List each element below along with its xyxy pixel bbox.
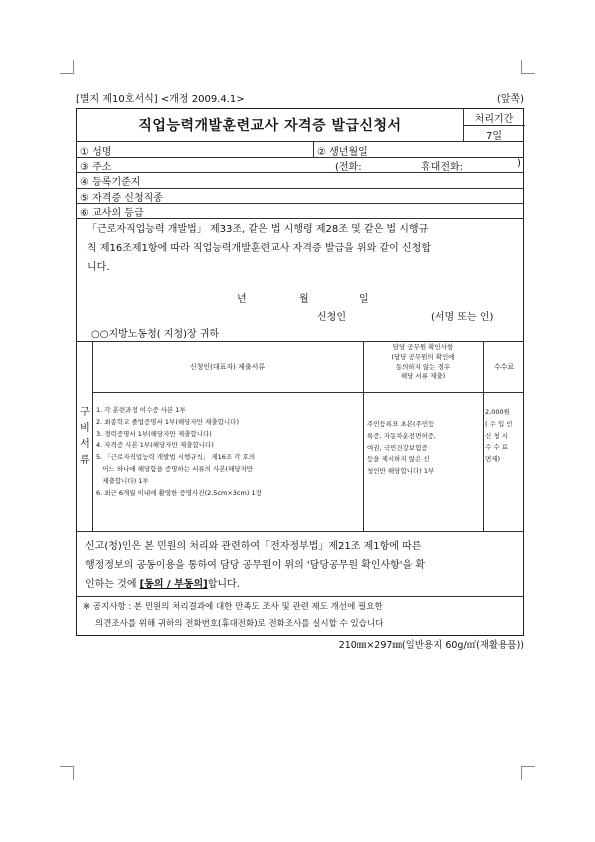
statement-line-3: 니다. <box>87 262 110 273</box>
applied-type-field[interactable]: ⑤ 자격증 신청직종 <box>80 193 163 204</box>
teacher-grade-field[interactable]: ⑥ 교사의 등급 <box>80 208 144 219</box>
document-item: 1. 각 훈련과정 이수증 사본 1부 <box>96 406 186 414</box>
document-item: 어느 하나에 해당함을 증명하는 서류의 사본(해당자만 <box>96 464 254 473</box>
phone-close: ) <box>517 158 521 169</box>
notice-line-1: ※ 공지사항 : 본 민원의 처리결과에 대한 만족도 조사 및 관련 제도 개선에 필요한 <box>83 602 383 612</box>
consent-line-2: 행정정보의 공동이용을 통하여 담당 공무원이 위의 '담당공무원 확인사항'을 확 <box>85 560 426 571</box>
official-check-header <box>363 343 483 382</box>
statement-line-2: 칙 제16조제1항에 따라 직업능력개발훈련교사 자격증 발급을 위와 같이 신청합 <box>87 243 431 254</box>
fee-line: 2,000원 <box>485 408 510 416</box>
document-item: 3. 경력증명서 1부(해당자만 제출합니다) <box>96 429 212 438</box>
applicant-documents-list <box>96 405 361 499</box>
statement-line-1: 「근로자직업능력 개발법」 제33조, 같은 법 시행령 제28조 및 같은 법 시행규 <box>87 224 429 235</box>
document-item: 4. 자격증 사본 1부(해당자만 제출합니다) <box>96 441 214 450</box>
processing-period-label: 처리기간 <box>474 114 514 125</box>
fee-line: 면제) <box>485 455 501 464</box>
fee-line: 신 청 시 <box>485 431 508 440</box>
fee-header: 수수료 <box>493 363 515 371</box>
form-id: [별지 제10호서식] <box>76 94 158 105</box>
form-id-revision <box>76 90 245 105</box>
page-side: (앞쪽) <box>496 94 524 105</box>
consent-prefix: 인하는 것에 <box>85 579 140 590</box>
notice-line-2: 의견조사를 위해 귀하의 전화번호(휴대전화)로 전화조사를 실시할 수 있습니다 <box>95 619 384 629</box>
date-month[interactable]: 월 <box>299 294 309 305</box>
paper-spec: 210㎜×297㎜(일반용지 60g/㎡(재활용품)) <box>338 640 524 651</box>
date-day[interactable]: 일 <box>359 294 369 305</box>
crop-mark-bl-h <box>60 766 74 767</box>
fee-line: ( 수 입 인 <box>485 419 513 428</box>
notice-block <box>83 599 383 633</box>
date-year[interactable]: 년 <box>237 294 247 305</box>
application-statement <box>87 220 431 277</box>
applicant-signature[interactable]: (서명 또는 인) <box>431 312 494 323</box>
applicant-documents-header: 신청인(대표자) 제출서류 <box>189 363 266 371</box>
fee-details <box>485 407 525 466</box>
address-field[interactable]: ③ 주소 <box>80 162 112 173</box>
consent-line-3 <box>85 575 425 594</box>
official-header-line-4: 해당 서류 제출) <box>400 372 446 381</box>
document-item: 6. 최근 6개월 이내에 촬영한 증명사진(2.5cm×3cm) 1장 <box>96 488 262 497</box>
documents-side-label <box>79 405 91 469</box>
crop-mark-tl-v <box>73 60 74 74</box>
crop-mark-br-h <box>521 766 535 767</box>
form-header <box>76 90 524 105</box>
consent-suffix: 합니다. <box>207 579 240 590</box>
application-form <box>76 108 524 636</box>
registration-standard-field[interactable]: ④ 등록기준지 <box>80 177 141 188</box>
crop-mark-tr-h <box>521 73 535 74</box>
crop-mark-tr-v <box>521 60 522 74</box>
document-item: 제출합니다) 1부 <box>96 476 149 485</box>
official-header-line-2: (담당 공무원의 확인에 <box>391 352 455 361</box>
name-field[interactable]: ① 성명 <box>80 147 112 158</box>
document-item: 5. 「근로자직업능력 개발법 시행규칙」 제16조 각 호의 <box>96 453 256 462</box>
side-char-3: 서 <box>80 439 90 450</box>
consent-choice[interactable]: [동의 / 부동의] <box>139 579 208 590</box>
birthdate-field[interactable]: ② 생년월일 <box>317 147 368 158</box>
side-char-1: 구 <box>80 407 90 418</box>
form-title: 직업능력개발훈련교사 자격증 발급신청서 <box>138 118 402 134</box>
document-item: 2. 최종학교 졸업증명서 1부(해당자만 제출합니다) <box>96 417 239 426</box>
processing-period-value: 7일 <box>485 131 503 142</box>
official-check-line: 여권, 국민건강보험증 <box>367 443 428 452</box>
phone-field[interactable]: (전화: <box>335 162 362 173</box>
recipient: ○○지방노동청( 지청)장 귀하 <box>91 329 220 340</box>
crop-mark-tl-h <box>60 73 74 74</box>
official-header-line-3: 동의하지 않는 경우 <box>395 362 451 371</box>
applicant-label: 신청인 <box>317 312 346 323</box>
consent-line-1: 신고(청)인은 본 민원의 처리와 관련하여「전자정부법」제21조 제1항에 따른 <box>85 541 422 552</box>
official-check-line: 등을 제시하지 않은 신 <box>367 455 430 464</box>
mobile-field[interactable]: 휴대전화: <box>421 162 464 173</box>
official-check-line: 주민등록표 초본(주민등 <box>367 420 435 428</box>
fee-line: 수 수 료 <box>485 443 508 452</box>
form-revision: <개정 2009.4.1> <box>160 94 245 105</box>
official-check-line: 록증, 자동차운전면허증, <box>367 431 436 440</box>
crop-mark-br-v <box>521 766 522 780</box>
side-char-2: 비 <box>80 423 90 434</box>
official-check-line: 청인만 해당합니다) 1부 <box>367 467 435 476</box>
official-check-list <box>367 419 482 478</box>
side-char-4: 류 <box>80 455 90 466</box>
crop-mark-bl-v <box>73 766 74 780</box>
consent-statement <box>85 537 425 594</box>
official-header-line-1: 담당 공무원 확인사항 <box>392 343 454 351</box>
